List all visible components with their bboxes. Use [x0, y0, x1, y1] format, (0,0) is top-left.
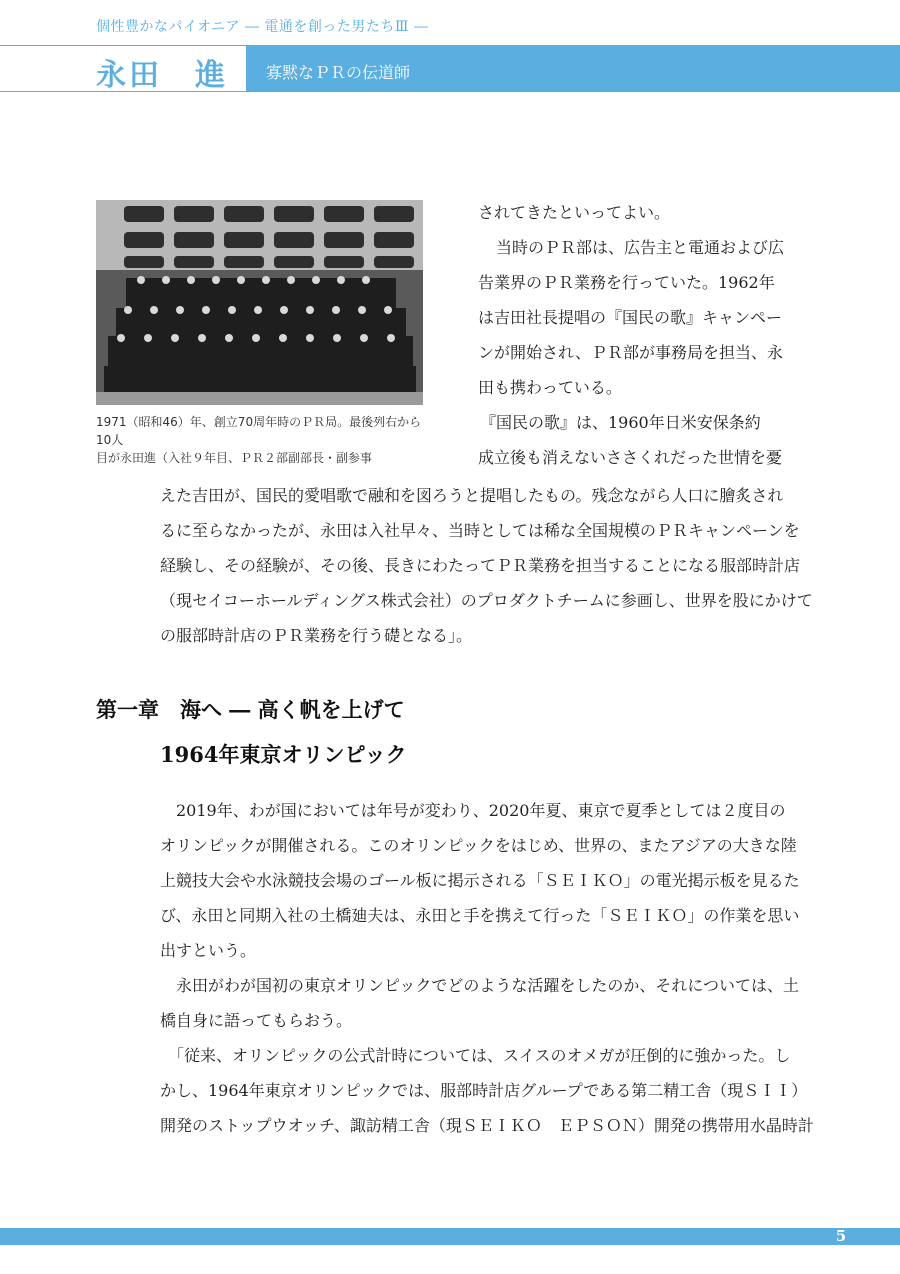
body-line: び、永田と同期入社の土橋廸夫は、永田と手を携えて行った「ＳＥＩＫＯ」の作業を思い: [160, 906, 800, 925]
group-photo-image: [96, 200, 423, 405]
footer-bar: [0, 1228, 900, 1245]
body-line: 橋自身に語ってもらおう。: [160, 1011, 353, 1030]
caption-line: 1971（昭和46）年、創立70周年時のＰＲ局。最後列右から10人: [96, 415, 422, 447]
caption-line: 目が永田進（入社９年目、ＰＲ２部副部長・副参事: [96, 451, 373, 465]
chapter-heading: 第一章 海へ ― 高く帆を上げて: [96, 697, 405, 722]
body-line: かし、1964年東京オリンピックでは、服部時計店グループである第二精工舎（現ＳＩＩ）: [160, 1081, 808, 1100]
body-line: 「従来、オリンピックの公式計時については、スイスのオメガが圧倒的に強かった。し: [168, 1046, 791, 1065]
body-line: 経験し、その経験が、その後、長きにわたってＰＲ業務を担当することになる服部時計店: [160, 556, 801, 575]
body-line: 永田がわが国初の東京オリンピックでどのような活躍をしたのか、それについては、土: [176, 976, 800, 995]
body-line: 『国民の歌』は、1960年日米安保条約: [480, 413, 761, 432]
body-line: （現セイコーホールディングス株式会社）のプロダクトチームに参画し、世界を股にかけて: [160, 591, 813, 610]
body-line: 2019年、わが国においては年号が変わり、2020年夏、東京で夏季としては２度目の: [176, 801, 786, 820]
section-heading: 1964年東京オリンピック: [160, 742, 407, 767]
body-line: の服部時計店のＰＲ業務を行う礎となる」。: [160, 626, 473, 645]
body-line: 田も携わっている。: [478, 378, 622, 397]
person-name: 永田 進: [96, 58, 228, 93]
photo-caption: [96, 413, 436, 467]
page-number: 5: [835, 1227, 847, 1245]
body-line: 上競技大会や水泳競技会場のゴール板に掲示される「ＳＥＩＫＯ」の電光掲示板を見るた: [160, 871, 800, 890]
body-line: えた吉田が、国民的愛唱歌で融和を図ろうと提唱したもの。残念ながら人口に膾炙され: [160, 486, 784, 505]
article-subtitle: 寡黙なＰＲの伝道師: [266, 63, 411, 82]
group-photo: [96, 200, 423, 405]
body-line: 成立後も消えないささくれだった世情を憂: [478, 448, 783, 467]
body-line: されてきたといってよい。: [478, 203, 671, 222]
body-line: 告業界のＰＲ業務を行っていた。1962年: [478, 273, 775, 292]
body-line: ンが開始され、ＰＲ部が事務局を担当、永: [478, 343, 783, 362]
body-line: 出すという。: [160, 941, 257, 960]
body-line: 開発のストップウオッチ、諏訪精工舎（現ＳＥＩＫＯ ＥＰＳＯＮ）開発の携帯用水晶時計: [160, 1116, 814, 1135]
series-title: 個性豊かなパイオニア ― 電通を創った男たちⅢ ―: [96, 19, 429, 35]
body-line: オリンピックが開催される。このオリンピックをはじめ、世界の、またアジアの大きな陸: [160, 836, 797, 855]
body-line: るに至らなかったが、永田は入社早々、当時としては稀な全国規模のＰＲキャンペーンを: [160, 521, 800, 540]
body-line: は吉田社長提唱の『国民の歌』キャンペー: [478, 308, 783, 327]
body-line: 当時のＰＲ部は、広告主と電通および広: [496, 238, 785, 257]
